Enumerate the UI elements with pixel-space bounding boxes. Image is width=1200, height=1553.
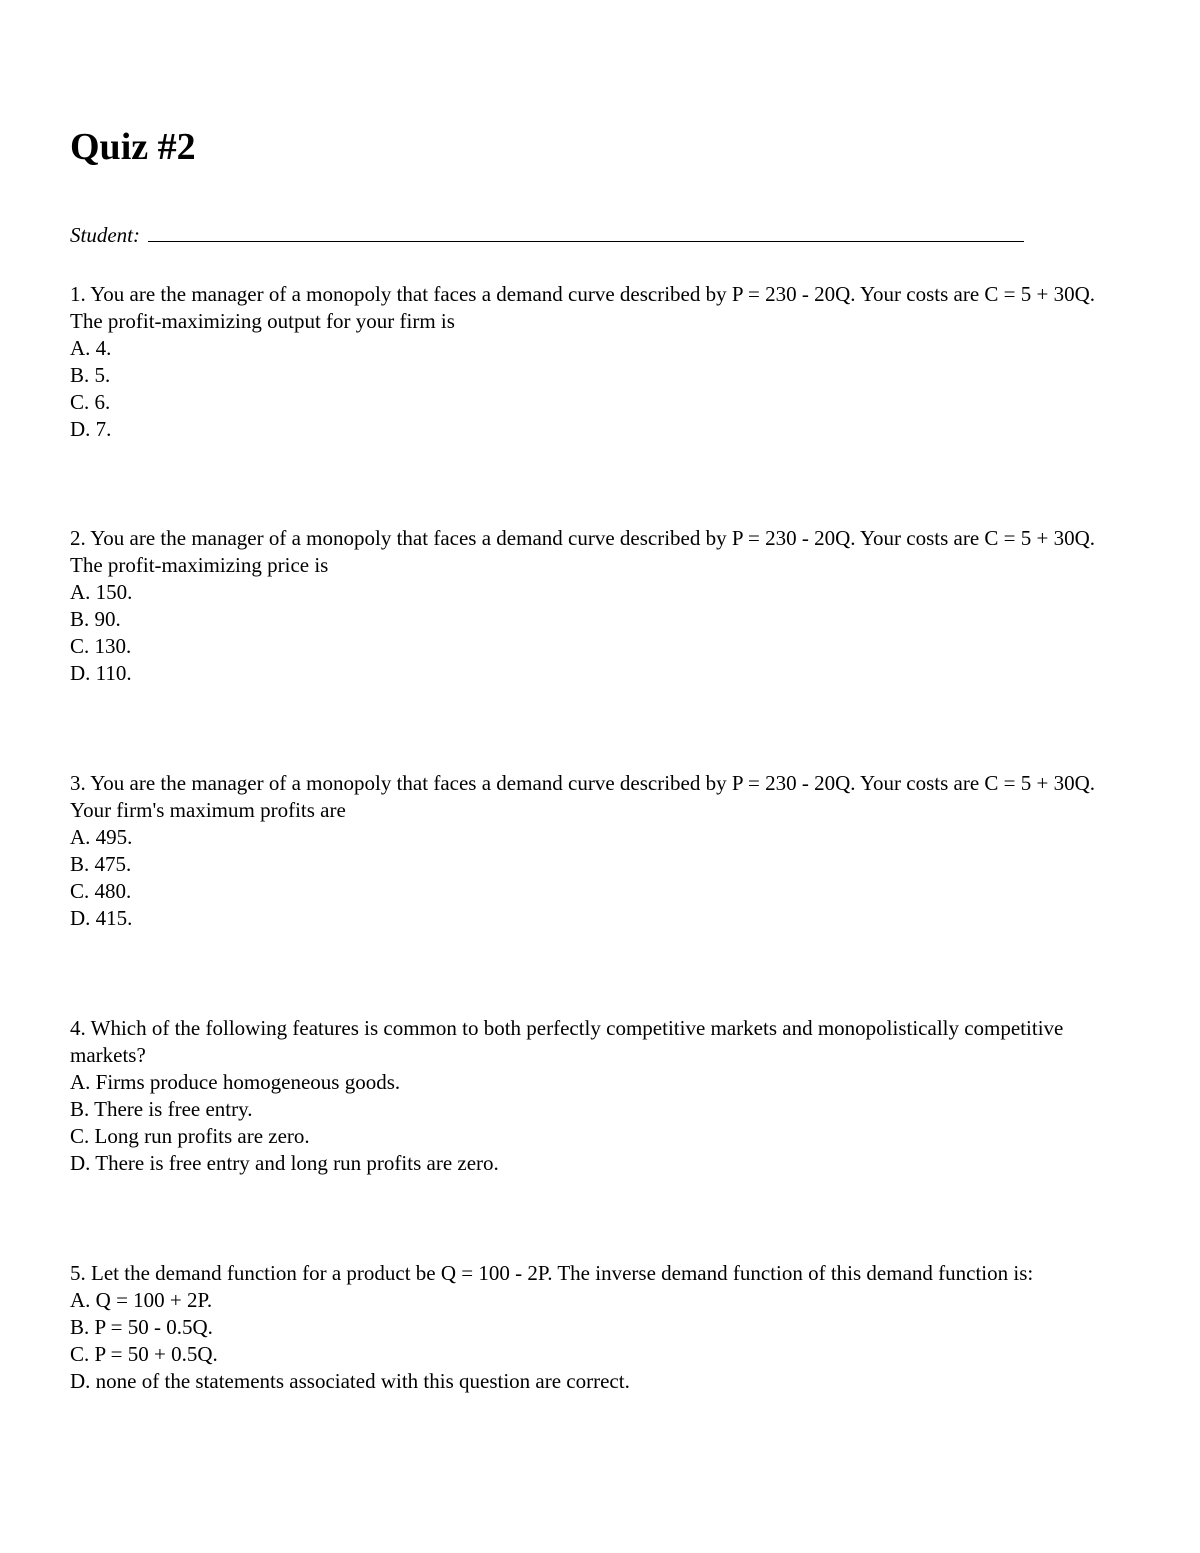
question-stem: 4. Which of the following features is common to both perfectly competitive markets and monopolistically competitive markets?: [70, 1016, 1064, 1067]
option-a: A. Q = 100 + 2P.: [70, 1288, 213, 1312]
option-c: C. 130.: [70, 634, 132, 658]
question-stem: 3. You are the manager of a monopoly that faces a demand curve described by P = 230 - 20Q. Your costs are C = 5 + 30Q. Your firm's maximum profits are: [70, 771, 1096, 822]
option-d: D. 7.: [70, 417, 112, 441]
option-d: D. There is free entry and long run profits are zero.: [70, 1151, 499, 1175]
question-5: [70, 1260, 1132, 1395]
option-b: B. 5.: [70, 363, 111, 387]
option-a: A. 4.: [70, 336, 112, 360]
option-c: C. 6.: [70, 390, 111, 414]
option-d: D. none of the statements associated with this question are correct.: [70, 1369, 630, 1393]
question-1: [70, 281, 1132, 443]
option-d: D. 415.: [70, 906, 133, 930]
option-b: B. 475.: [70, 852, 132, 876]
option-b: B. P = 50 - 0.5Q.: [70, 1315, 213, 1339]
option-c: C. Long run profits are zero.: [70, 1124, 310, 1148]
option-b: B. 90.: [70, 607, 121, 631]
question-stem: 5. Let the demand function for a product be Q = 100 - 2P. The inverse demand function of this demand function is:: [70, 1261, 1034, 1285]
question-3: [70, 770, 1132, 932]
question-2: [70, 525, 1132, 687]
option-a: A. Firms produce homogeneous goods.: [70, 1070, 401, 1094]
option-c: C. P = 50 + 0.5Q.: [70, 1342, 218, 1366]
option-b: B. There is free entry.: [70, 1097, 253, 1121]
option-c: C. 480.: [70, 879, 132, 903]
student-name-line: [70, 222, 1024, 249]
student-name-blank: [148, 223, 1024, 242]
question-stem: 2. You are the manager of a monopoly that faces a demand curve described by P = 230 - 20Q. Your costs are C = 5 + 30Q. The profit-maximizing price is: [70, 526, 1096, 577]
option-a: A. 150.: [70, 580, 133, 604]
option-d: D. 110.: [70, 661, 132, 685]
option-a: A. 495.: [70, 825, 133, 849]
student-label: Student:: [70, 223, 140, 247]
question-4: [70, 1015, 1132, 1177]
page-title: Quiz #2: [70, 126, 196, 168]
question-stem: 1. You are the manager of a monopoly that faces a demand curve described by P = 230 - 20Q. Your costs are C = 5 + 30Q. The profit-maximizing output for your firm is: [70, 282, 1096, 333]
